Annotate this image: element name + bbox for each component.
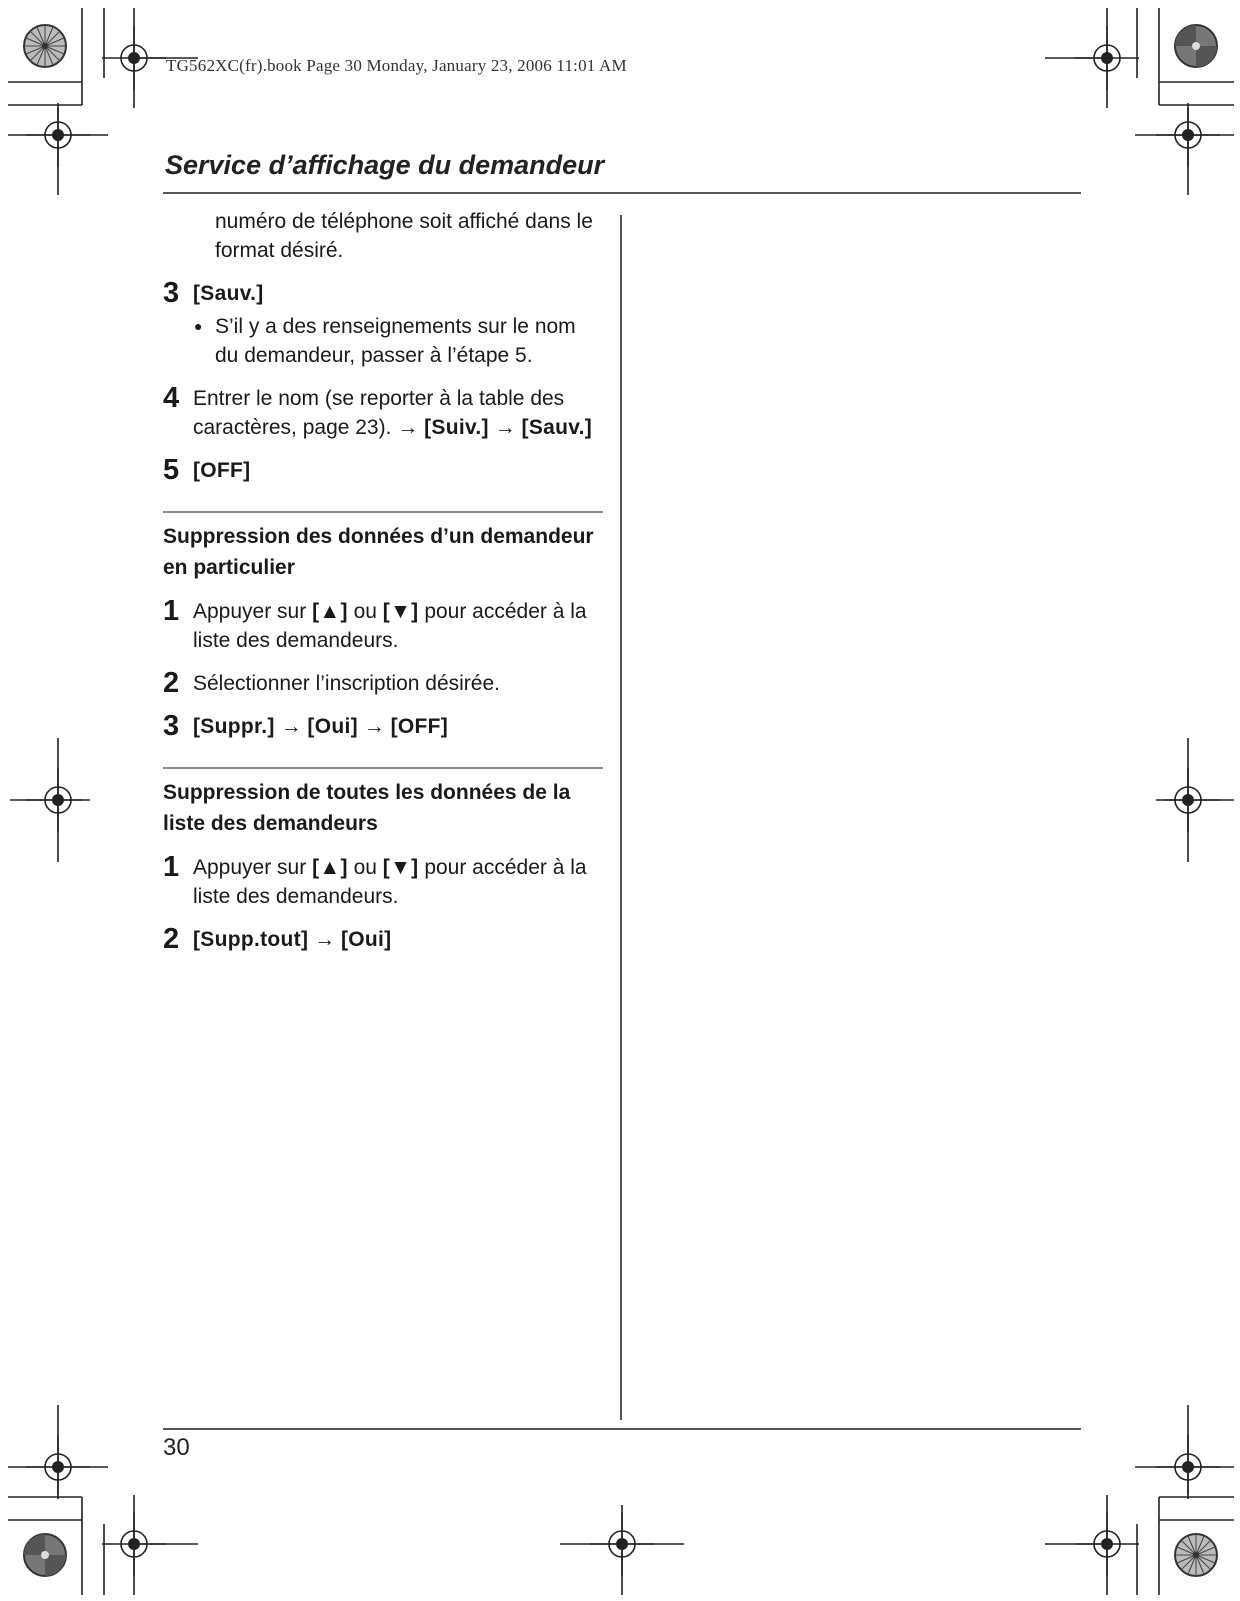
- down-key: [▼]: [382, 600, 419, 623]
- arrow-icon: →: [280, 715, 302, 738]
- step-number: 3: [163, 710, 180, 742]
- arrow-icon: →: [397, 416, 419, 439]
- bullet-icon: ●: [194, 318, 203, 334]
- step-text: Sélectionner l’inscription désirée.: [193, 672, 500, 695]
- column-divider: [620, 215, 622, 1420]
- note-bullet: [163, 312, 603, 370]
- all-step-2: [163, 925, 603, 954]
- arrow-icon: →: [363, 715, 385, 738]
- step-5-off: [163, 456, 603, 485]
- step-number: 1: [163, 595, 180, 627]
- up-key: [▲]: [312, 856, 348, 879]
- step-text: Appuyer sur: [193, 600, 307, 623]
- delete-all-key: [Supp.tout]: [193, 928, 309, 951]
- step-number: 2: [163, 923, 180, 955]
- yes-key: [Oui]: [340, 928, 392, 951]
- step-4-enter-name: [163, 384, 603, 442]
- next-key: [Suiv.]: [424, 416, 489, 439]
- section-heading-single: Suppression des données d’un demandeur en particulier: [163, 525, 594, 579]
- step-number: 5: [163, 454, 180, 486]
- single-step-1: [163, 597, 603, 655]
- step-text: ou: [353, 856, 377, 879]
- footer-rule: [163, 1428, 1081, 1430]
- step-3-save: [163, 279, 603, 308]
- step-text: Appuyer sur: [193, 856, 307, 879]
- step-text: ou: [353, 600, 377, 623]
- left-column: [163, 207, 603, 954]
- note-text: S’il y a des renseignements sur le nom du demandeur, passer à l’étape 5.: [215, 315, 576, 367]
- down-key: [▼]: [382, 856, 419, 879]
- section-heading-all: Suppression de toutes les données de la liste des demandeurs: [163, 781, 571, 835]
- step-text: Entrer le nom (se reporter à la table des caractères, page 23).: [193, 387, 565, 439]
- step-number: 2: [163, 667, 180, 699]
- page-title: Service d’affichage du demandeur: [165, 150, 605, 180]
- continuation-text: numéro de téléphone soit affiché dans le format désiré.: [215, 210, 593, 262]
- page-number: 30: [163, 1434, 190, 1461]
- step-number: 1: [163, 851, 180, 883]
- title-rule: [163, 192, 1081, 194]
- single-step-3: [163, 712, 603, 741]
- delete-key: [Suppr.]: [193, 715, 275, 738]
- step-number: 3: [163, 277, 180, 309]
- print-header: TG562XC(fr).book Page 30 Monday, January 23, 2006 11:01 AM: [166, 56, 627, 75]
- save-key: [Sauv.]: [193, 282, 264, 305]
- step-text: pour accéder à la liste des demandeurs.: [193, 600, 587, 652]
- up-key: [▲]: [312, 600, 348, 623]
- save-key: [Sauv.]: [521, 416, 593, 439]
- arrow-icon: →: [314, 928, 336, 951]
- section-rule: [163, 511, 603, 513]
- off-key: [OFF]: [390, 715, 449, 738]
- all-step-1: [163, 853, 603, 911]
- step-text: pour accéder à la liste des demandeurs.: [193, 856, 587, 908]
- section-rule: [163, 767, 603, 769]
- arrow-icon: →: [494, 416, 516, 439]
- step-number: 4: [163, 382, 180, 414]
- single-step-2: [163, 669, 603, 698]
- yes-key: [Oui]: [307, 715, 358, 738]
- off-key: [OFF]: [193, 459, 251, 482]
